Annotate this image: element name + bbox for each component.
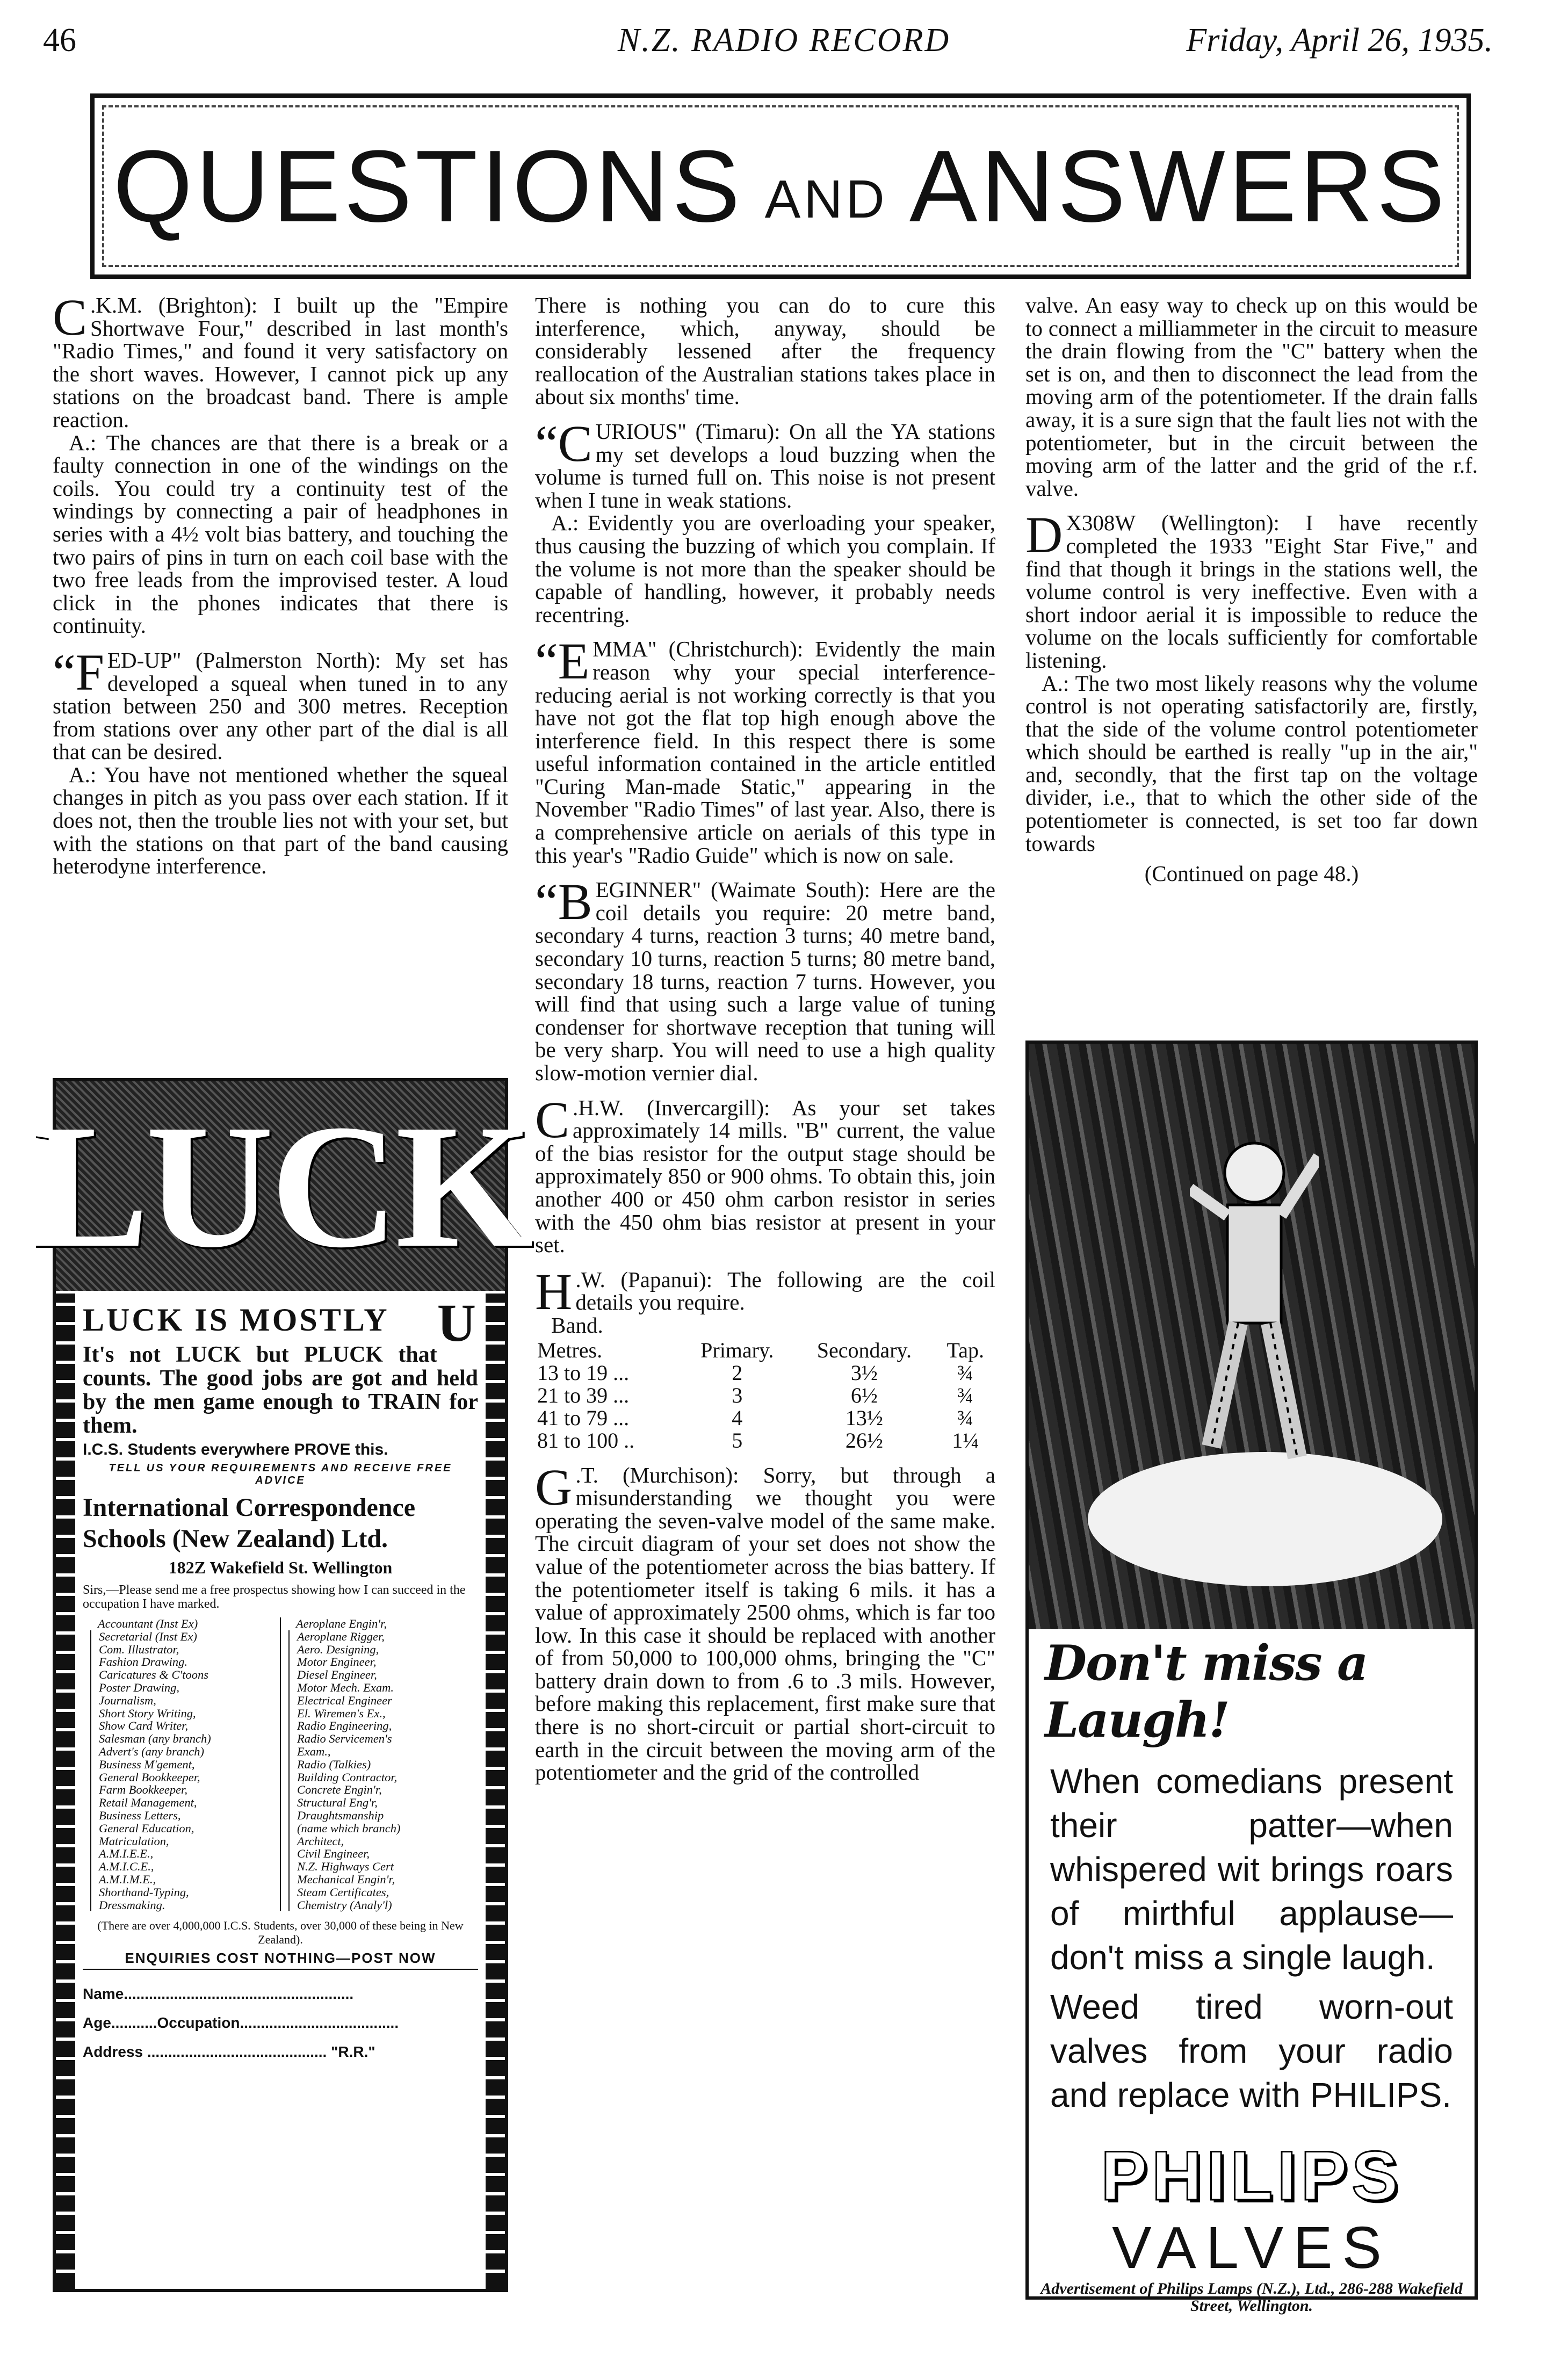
table-cell: ¾ — [957, 1383, 974, 1407]
drop-cap: C — [53, 288, 88, 346]
column-3 — [1025, 294, 1478, 885]
clown-figure-icon — [1190, 1124, 1319, 1500]
course-option: N.Z. Highways Cert — [288, 1860, 478, 1873]
address-field: Address ........................................... "R.R." — [83, 2043, 375, 2061]
page-number: 46 — [43, 22, 76, 59]
table-cell: ¾ — [957, 1405, 974, 1430]
coupon-form — [83, 1979, 478, 2066]
course-option: Aeroplane Engin'r, — [296, 1617, 387, 1630]
column-1 — [53, 288, 508, 879]
course-option: Business M'gement, — [90, 1758, 280, 1771]
text-paragraph: valve. An easy way to check up on this would be to connect a milliammeter in the circuit to measure the drain flowing from the "C" battery when the set is on, and then to disconnect the lead from the moving arm of the potentiometer. If the drain falls away, it is a sure sign that the fault lies not with the potentiometer, but in the circuit between the moving arm of the latter and the grid of the r.f. valve. — [1025, 293, 1478, 501]
question-text: URIOUS" (Timaru): On all the YA stations my set develops a loud buzzing when the volume is turned full on. This noise is not present when I tune in weak stations. — [535, 418, 995, 512]
question-text: EGINNER" (Waimate South): Here are the coil details you require: 20 metre band, secondary 4 turns, reaction 3 turns; 40 metre band, secondary 10 turns, reaction 5 turns; 80 metre band, secondary 18 turns, reaction 7 turns. However, you will find that using such a large value of tuning condenser for shortwave reception that tuning will be very sharp. You will need to use a high quality slow-motion vernier dial. — [535, 877, 995, 1085]
course-option: Architect, — [288, 1835, 478, 1848]
ad-proof: I.C.S. Students everywhere PROVE this. — [83, 1441, 388, 1458]
coupon-code: "R.R." — [331, 2043, 375, 2061]
question-paragraph — [535, 1262, 995, 1320]
philips-logo: PHILIPS — [1101, 2136, 1403, 2215]
course-option: Show Card Writer, — [90, 1719, 280, 1732]
course-list-right — [280, 1617, 478, 1911]
question-paragraph — [535, 873, 995, 1085]
course-option: Radio (Talkies) — [288, 1758, 478, 1771]
table-header: Primary. — [700, 1338, 774, 1362]
table-cell: 3 — [732, 1383, 743, 1407]
company-address: 182Z Wakefield St. Wellington — [168, 1558, 393, 1577]
course-option: General Education, — [90, 1822, 280, 1835]
course-option: El. Wiremen's Ex., — [288, 1707, 478, 1720]
question-text: .K.M. (Brighton): I built up the "Empire Shortwave Four," described in last month's "Radio Times," and found it very satisfactory on the short waves. However, I cannot pick up any stations on the broadcast band. There is ample reaction. — [53, 293, 508, 432]
table-header: Metres. — [537, 1338, 603, 1362]
drop-cap: D — [1025, 506, 1063, 564]
table-caption: Band. — [551, 1312, 603, 1338]
course-option: Poster Drawing, — [90, 1681, 280, 1694]
answer-paragraph: A.: The chances are that there is a break or a faulty connection in one of the windings on the coils. You could try a continuity test of the windings by connecting a pair of headphones in series with a 4½ volt bias battery, and touching the two pairs of pins in turn on each coil base with the two free leads from the improvised tester. A loud click in the phones indicates that there is continuity. — [53, 430, 508, 638]
course-option: Radio Engineering, — [288, 1719, 478, 1732]
question-text: MMA" (Christchurch): Evidently the main reason why your special interference-reducing aerial is not working correctly is that you have not got the flat top high enough above the interference field. In this respect there is some useful information contained in the article entitled "Curing Man-made Static," appearing in the November "Radio Times" of last year. Also, there is a comprehensive article on aerials of this type in this year's "Radio Guide" which is now on sale. — [535, 637, 995, 868]
course-option: Exam., — [288, 1745, 478, 1758]
luck-banner-text: LUCK — [31, 1088, 530, 1284]
course-option: Chemistry (Analy'l) — [288, 1899, 478, 1912]
course-option: Draughtsmanship — [288, 1809, 478, 1822]
course-option: Mechanical Engin'r, — [288, 1873, 478, 1886]
drop-cap: “C — [535, 414, 592, 472]
title-word-answers: ANSWERS — [909, 129, 1448, 243]
course-option: Advert's (any branch) — [90, 1745, 280, 1758]
question-text: .T. (Murchison): Sorry, but through a misunderstanding we thought you were operating the seven-valve model of the same make. The circuit diagram of your set does not show the value of the potentiometer across the bias battery. If the potentiometer itself is taking 6 mils. it has a value of approximately 2500 ohms, which is far too low. In this case it should be replaced with another of from 50,000 to 100,000 ohms, bringing the "C" battery drain down to from .6 to .3 mils. However, before making this replacement, first make sure that there is no short-circuit or partial short-circuit to earth in the circuit between the moving arm of the potentiometer and the grid of the controlled — [535, 1462, 995, 1785]
question-paragraph — [535, 1090, 995, 1258]
table-row — [535, 1407, 995, 1429]
enquiries-note: ENQUIRIES COST NOTHING—POST NOW — [83, 1950, 478, 1970]
course-option: A.M.I.E.E., — [90, 1847, 280, 1860]
company-name: International Correspondence Schools (New Zealand) Ltd. — [83, 1493, 416, 1553]
table-header: Secondary. — [816, 1338, 912, 1362]
table-cell: 26½ — [845, 1428, 883, 1453]
course-option: Accountant (Inst Ex) — [98, 1617, 198, 1630]
course-option: Caricatures & C'toons — [90, 1668, 280, 1681]
table-cell: 81 to 100 .. — [537, 1428, 635, 1453]
question-text: ED-UP" (Palmerston North): My set has developed a squeal when tuned in to any station between 250 and 300 metres. Reception from stations over any other part of the dial is all that can be desired. — [53, 647, 508, 764]
course-option: A.M.I.C.E., — [90, 1860, 280, 1873]
table-cell: 4 — [732, 1405, 743, 1430]
issue-date: Friday, April 26, 1935. — [1186, 22, 1493, 59]
drop-cap: “E — [535, 632, 590, 690]
course-option: Farm Bookkeeper, — [90, 1783, 280, 1796]
drop-cap: G — [535, 1458, 573, 1516]
ad-copy: When comedians present their patter—when whispered wit brings roars of mirthful applause—don't miss a single laugh. Weed tired worn-out valves from your radio and replace with PHILIPS. — [1050, 1762, 1453, 2114]
course-option: Steam Certificates, — [288, 1886, 478, 1899]
course-option: Short Story Writing, — [90, 1707, 280, 1720]
table-cell: 5 — [732, 1428, 743, 1453]
clown-illustration — [1029, 1044, 1475, 1629]
course-option: Motor Mech. Exam. — [288, 1681, 478, 1694]
question-text: .H.W. (Invercargill): As your set takes approximately 14 mills. "B" current, the value of the bias resistor for the output stage should be approximately 850 or 900 ohms. To obtain this, join another 400 or 450 ohm carbon resistor in series with the 450 ohm bias resistor at present in your set. — [535, 1095, 995, 1258]
course-option: Com. Illustrator, — [90, 1643, 280, 1656]
table-cell: 3½ — [850, 1360, 878, 1385]
course-option: General Bookkeeper, — [90, 1771, 280, 1784]
course-option: Shorthand-Typing, — [90, 1886, 280, 1899]
ad-headline: LUCK IS MOSTLY U — [83, 1293, 478, 1353]
table-cell: 6½ — [850, 1383, 878, 1407]
course-option: Matriculation, — [90, 1835, 280, 1848]
course-option: (name which branch) — [288, 1822, 478, 1835]
course-option: Business Letters, — [90, 1809, 280, 1822]
table-cell: 13 to 19 ... — [537, 1360, 630, 1385]
question-paragraph — [535, 632, 995, 868]
table-row — [535, 1384, 995, 1407]
age-occupation-field: Age...........Occupation...................................... — [83, 2014, 399, 2032]
product-name: VALVES — [1112, 2215, 1391, 2281]
ad-script-headline: Don't miss a Laugh! — [1045, 1635, 1368, 1748]
title-word-questions: QUESTIONS — [113, 129, 743, 243]
table-cell: 2 — [732, 1360, 743, 1385]
course-option: Dressmaking. — [90, 1899, 280, 1912]
question-text: X308W (Wellington): I have recently completed the 1933 "Eight Star Five," and find that though it brings in the stations well, the volume control is very ineffective. Even with a short indoor aerial it is impossible to reduce the volume on the locals sufficiently for comfortable listening. — [1025, 510, 1478, 673]
course-option: Civil Engineer, — [288, 1847, 478, 1860]
question-text: .W. (Papanui): The following are the coil details you require. — [575, 1267, 995, 1315]
luck-banner — [31, 1081, 530, 1291]
ad-body: It's not LUCK but PLUCK that counts. The good jobs are got and held by the men game enough to TRAIN for them. — [83, 1342, 478, 1438]
course-option: Secretarial (Inst Ex) — [90, 1630, 280, 1643]
title-word-and: AND — [764, 169, 888, 229]
table-row — [535, 1429, 995, 1452]
course-option: Salesman (any branch) — [90, 1732, 280, 1745]
drop-cap: C — [535, 1090, 570, 1148]
drop-cap: H — [535, 1262, 573, 1320]
continued-note: (Continued on page 48.) — [1144, 861, 1359, 886]
text-paragraph: There is nothing you can do to cure this interference, which, anyway, should be considerably lessened after the frequency reallocation of the Australian stations takes place in about six months' time. — [535, 293, 995, 409]
table-row — [535, 1362, 995, 1384]
prospectus-request: Sirs,—Please send me a free prospectus showing how I can succeed in the occupation I have marked. — [83, 1583, 466, 1611]
answer-paragraph: A.: You have not mentioned whether the squeal changes in pitch as you pass over each station. If it does not, then the trouble lies not with your set, but with the stations on that part of the band causing heterodyne interference. — [53, 762, 508, 879]
ad-advice: TELL US YOUR REQUIREMENTS AND RECEIVE FREE ADVICE — [109, 1462, 452, 1486]
name-field: Name....................................................... — [83, 1985, 354, 2003]
course-option: Structural Eng'r, — [288, 1796, 478, 1809]
column-2 — [535, 294, 995, 1784]
advertiser-footer: Advertisement of Philips Lamps (N.Z.), Ltd., 286-288 Wakefield Street, Wellington. — [1040, 2280, 1463, 2315]
table-cell: 1¼ — [952, 1428, 979, 1453]
checkered-border — [56, 1294, 75, 2289]
table-header: Tap. — [946, 1338, 984, 1362]
philips-advertisement — [1025, 1041, 1478, 2315]
drop-cap: “F — [53, 643, 104, 701]
publication-name: N.Z. RADIO RECORD — [617, 22, 951, 59]
students-note: (There are over 4,000,000 I.C.S. Students, over 30,000 of these being in New Zealand). — [97, 1919, 464, 1947]
question-paragraph — [535, 414, 995, 512]
table-cell: 13½ — [845, 1405, 883, 1430]
question-paragraph — [1025, 506, 1478, 673]
question-paragraph — [535, 1458, 995, 1785]
course-option: Fashion Drawing. — [90, 1656, 280, 1668]
course-option: Motor Engineer, — [288, 1656, 478, 1668]
course-option: Concrete Engin'r, — [288, 1783, 478, 1796]
course-option: A.M.I.M.E., — [90, 1873, 280, 1886]
question-paragraph — [53, 643, 508, 764]
coil-table — [535, 1339, 995, 1452]
course-option: Aero. Designing, — [288, 1643, 478, 1656]
course-option: Journalism, — [90, 1694, 280, 1707]
course-option: Radio Servicemen's — [288, 1732, 478, 1745]
section-title — [90, 93, 1471, 279]
course-option: Building Contractor, — [288, 1771, 478, 1784]
checkered-border — [486, 1294, 505, 2289]
course-option: Diesel Engineer, — [288, 1668, 478, 1681]
drop-cap: “B — [535, 873, 592, 931]
table-cell: 41 to 79 ... — [537, 1405, 630, 1430]
course-option: Retail Management, — [90, 1796, 280, 1809]
table-cell: 21 to 39 ... — [537, 1383, 630, 1407]
answer-paragraph: A.: The two most likely reasons why the volume control is not operating satisfactorily are, firstly, that the side of the volume control potentiometer which should be earthed is really "up in the air," and, secondly, that the first tap on the voltage divider, i.e., that to which the other side of the potentiometer is connected, is set too far down towards — [1025, 670, 1478, 856]
course-list-left — [83, 1617, 280, 1911]
course-option: Electrical Engineer — [288, 1694, 478, 1707]
ics-advertisement — [31, 1078, 530, 2292]
course-list — [83, 1617, 478, 1911]
course-option: Aeroplane Rigger, — [288, 1630, 478, 1643]
question-paragraph — [53, 288, 508, 432]
answer-paragraph: A.: Evidently you are overloading your speaker, thus causing the buzzing of which you complain. If the volume is not more than the speaker should be capable of handling, however, it probably needs recentring. — [535, 510, 995, 627]
table-cell: ¾ — [957, 1360, 974, 1385]
